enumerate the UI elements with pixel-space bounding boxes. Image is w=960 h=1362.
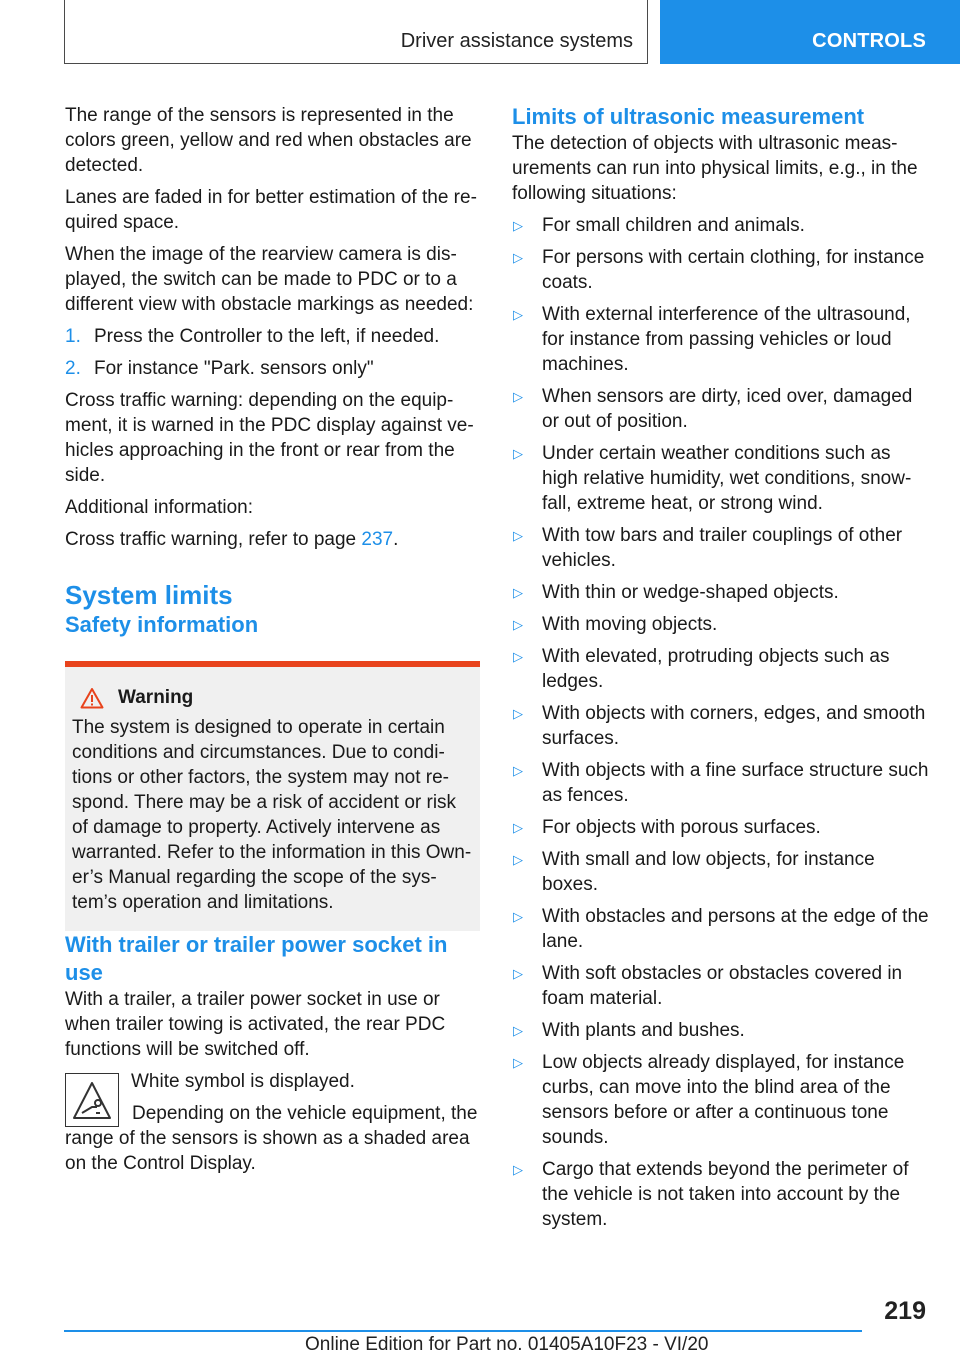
paragraph: Additional information: [65,497,253,518]
list-item [512,213,930,238]
list-item [512,1018,930,1043]
list-item [512,815,930,840]
bullet-triangle-icon: ▷ [513,706,523,721]
list-item-text: With small and low objects, for instance boxes. [542,849,875,895]
list-item-text: With tow bars and trailer couplings of other vehicles. [542,525,903,571]
list-item-text: With plants and bushes. [542,1020,745,1041]
paragraph: The range of the sensors is represented in the colors green, yellow and red when obstacles are detected. [65,105,472,176]
right-column [512,103,930,1239]
subsection-heading: With trailer or trailer power socket in use [65,932,448,985]
list-item [512,701,930,751]
warning-label: Warning [118,687,194,708]
step-text: Press the Controller to the left, if needed. [94,326,440,347]
symbol-text [131,1069,355,1101]
ref-text: Cross traffic warning, refer to page [65,529,362,550]
list-item [512,580,930,605]
list-item-text: With soft obstacles or obstacles covered in foam material. [542,963,903,1009]
paragraph [65,527,480,552]
bullet-triangle-icon: ▷ [513,820,523,835]
subsection-heading: Safety information [65,612,259,637]
paragraph: Lanes are faded in for better estimation of the re‐quired space. [65,187,477,233]
chapter-tab[interactable]: CONTROLS [660,0,960,64]
bullet-triangle-icon: ▷ [513,307,523,322]
paragraph: White symbol is displayed. [131,1071,355,1092]
list-item-text: Under certain weather conditions such as high relative humidity, wet conditions, snow‐fall, extreme heat, or strong wind. [542,443,912,514]
list-item [512,302,930,377]
list-item [512,847,930,897]
warning-text: The system is designed to operate in certain conditions and circumstances. Due to condi‐tions or other factors, the system may not re‐spond. There may be a risk of accident or risk of damage to property. Actively intervene as warranted. Refer to the information in this Own‐er’s Manual regarding the scope of the sys‐tem’s operation and limitations. [72,717,472,913]
bullet-triangle-icon: ▷ [513,389,523,404]
steps-list [65,324,480,381]
bullet-triangle-icon: ▷ [513,763,523,778]
list-item-text: With thin or wedge-shaped objects. [542,582,839,603]
list-item-text: For small children and animals. [542,215,805,236]
page-link[interactable]: 237 [361,529,394,550]
step-text: For instance "Park. sensors only" [94,358,374,379]
list-item-text: Cargo that extends beyond the perimeter of the vehicle is not taken into account by the system. [542,1159,909,1230]
list-item [512,384,930,434]
bullet-triangle-icon: ▷ [513,528,523,543]
list-item [65,324,480,349]
list-item [65,356,480,381]
subsection-heading: Limits of ultrasonic measurement [512,104,865,129]
bullet-triangle-icon: ▷ [513,966,523,981]
list-item [512,612,930,637]
list-item-text: For objects with porous surfaces. [542,817,821,838]
list-item-text: When sensors are dirty, iced over, damaged or out of position. [542,386,913,432]
paragraph: Depending on the vehicle equipment, the range of the sensors is shown as a shaded area on the Control Display. [65,1103,478,1174]
step-number: 1. [65,326,81,347]
list-item [512,1050,930,1150]
bullet-triangle-icon: ▷ [513,1023,523,1038]
bullet-triangle-icon: ▷ [513,617,523,632]
list-item-text: Low objects already displayed, for instance curbs, can move into the blind area of the sensors before or after a continuous tone sounds. [542,1052,905,1148]
section-title: Driver assistance systems [400,30,633,52]
paragraph: With a trailer, a trailer power socket in use or when trailer towing is activated, the rear PDC functions will be switched off. [65,989,446,1060]
left-column [65,103,480,1183]
list-item-text: With objects with corners, edges, and smooth surfaces. [542,703,926,749]
trailer-symbol-icon [65,1073,119,1127]
list-item [512,441,930,516]
bullet-triangle-icon: ▷ [513,909,523,924]
section-heading: System limits [65,580,233,610]
list-item-text: With obstacles and persons at the edge of the lane. [542,906,929,952]
bullet-triangle-icon: ▷ [513,585,523,600]
list-item-text: With external interference of the ultrasound, for instance from passing vehicles or loud machines. [542,304,911,375]
paragraph: Cross traffic warning: depending on the equip‐ment, it is warned in the PDC display against ve‐hicles approaching in the front or rear from the side. [65,390,474,486]
list-item [512,904,930,954]
bullet-triangle-icon: ▷ [513,1055,523,1070]
limits-list [512,213,930,1232]
edition-note: Online Edition for Part no. 01405A10F23 - VI/20 [305,1334,709,1355]
list-item [512,961,930,1011]
list-item [512,523,930,573]
warning-box [65,661,480,931]
bullet-triangle-icon: ▷ [513,649,523,664]
bullet-triangle-icon: ▷ [513,1162,523,1177]
list-item [512,644,930,694]
bullet-triangle-icon: ▷ [513,218,523,233]
list-item [512,245,930,295]
warning-title [72,685,473,710]
list-item [512,758,930,808]
warning-triangle-icon [80,687,104,709]
list-item-text: With objects with a fine surface structure such as fences. [542,760,929,806]
bullet-triangle-icon: ▷ [513,446,523,461]
list-item-text: With elevated, protruding objects such as ledges. [542,646,890,692]
list-item-text: For persons with certain clothing, for instance coats. [542,247,925,293]
step-number: 2. [65,358,81,379]
paragraph: When the image of the rearview camera is dis‐played, the switch can be made to PDC or to a different view with obstacle markings as needed: [65,244,474,315]
bullet-triangle-icon: ▷ [513,852,523,867]
ref-period: . [393,529,399,550]
page-number: 219 [884,1297,926,1325]
paragraph: The detection of objects with ultrasonic meas‐urements can run into physical limits, e.g., in the following situations: [512,133,918,204]
footer-rule [64,1330,862,1332]
header-frame [64,0,648,64]
bullet-triangle-icon: ▷ [513,250,523,265]
list-item-text: With moving objects. [542,614,718,635]
list-item [512,1157,930,1232]
